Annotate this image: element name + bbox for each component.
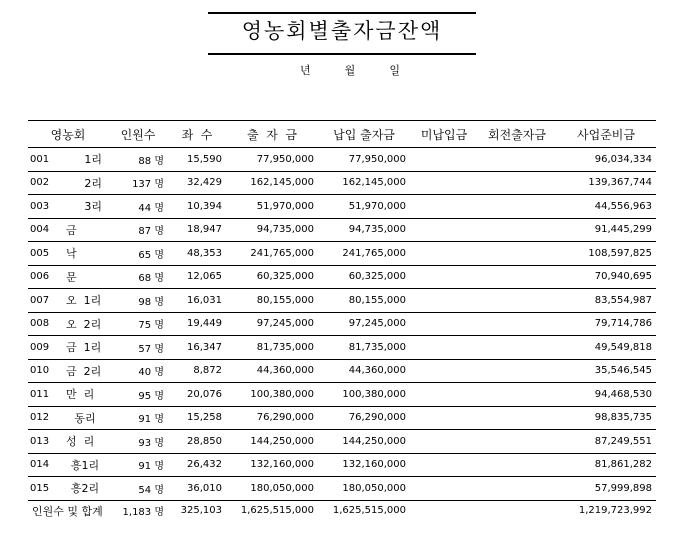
total-capital: 1,625,515,000 — [240, 505, 314, 516]
table-row — [28, 265, 656, 289]
page-title: 영농회별출자금잔액 — [241, 19, 443, 43]
row-capital: 81,735,000 — [226, 336, 318, 360]
row-association-name: 흥2리 — [62, 477, 108, 501]
row-units: 16,347 — [168, 336, 226, 360]
total-paid: 1,625,515,000 — [332, 505, 406, 516]
table-row — [28, 453, 656, 477]
table-row — [28, 430, 656, 454]
row-code: 014 — [28, 453, 62, 477]
table-row — [28, 148, 656, 172]
row-paid: 80,155,000 — [318, 289, 410, 313]
row-reserve: 83,554,987 — [556, 289, 656, 313]
row-unpaid — [410, 406, 478, 430]
row-unpaid — [410, 430, 478, 454]
row-association-name: 오 2리 — [62, 312, 108, 336]
row-members: 40 명 — [108, 359, 168, 383]
table-row — [28, 406, 656, 430]
row-units: 10,394 — [168, 195, 226, 219]
table-row — [28, 171, 656, 195]
row-paid: 162,145,000 — [318, 171, 410, 195]
row-rotation — [478, 359, 556, 383]
row-members: 95 명 — [108, 383, 168, 407]
header-rotation: 회전출자금 — [478, 121, 556, 148]
total-label: 인원수 및 합계 — [32, 504, 103, 518]
row-paid: 94,735,000 — [318, 218, 410, 242]
row-capital: 77,950,000 — [226, 148, 318, 172]
row-rotation — [478, 195, 556, 219]
row-capital: 94,735,000 — [226, 218, 318, 242]
row-unpaid — [410, 359, 478, 383]
table-row — [28, 218, 656, 242]
report-date — [300, 62, 400, 78]
header-association: 영농회 — [28, 121, 108, 148]
table-row — [28, 195, 656, 219]
row-units: 28,850 — [168, 430, 226, 454]
total-rotation — [478, 500, 556, 521]
row-units: 12,065 — [168, 265, 226, 289]
row-units: 36,010 — [168, 477, 226, 501]
balance-table — [28, 120, 656, 521]
row-capital: 97,245,000 — [226, 312, 318, 336]
row-units: 32,429 — [168, 171, 226, 195]
row-capital: 76,290,000 — [226, 406, 318, 430]
table-row — [28, 289, 656, 313]
header-unpaid: 미납입금 — [410, 121, 478, 148]
row-paid: 81,735,000 — [318, 336, 410, 360]
row-reserve: 91,445,299 — [556, 218, 656, 242]
row-association-name: 성 리 — [62, 430, 108, 454]
row-code: 003 — [28, 195, 62, 219]
row-association-name: 오 1리 — [62, 289, 108, 313]
row-code: 002 — [28, 171, 62, 195]
row-paid: 180,050,000 — [318, 477, 410, 501]
row-rotation — [478, 312, 556, 336]
row-reserve: 98,835,735 — [556, 406, 656, 430]
row-capital: 180,050,000 — [226, 477, 318, 501]
row-units: 15,258 — [168, 406, 226, 430]
row-capital: 241,765,000 — [226, 242, 318, 266]
row-association-name: 금 1리 — [62, 336, 108, 360]
row-reserve: 139,367,744 — [556, 171, 656, 195]
row-code: 006 — [28, 265, 62, 289]
row-reserve: 79,714,786 — [556, 312, 656, 336]
row-code: 001 — [28, 148, 62, 172]
row-rotation — [478, 289, 556, 313]
row-capital: 144,250,000 — [226, 430, 318, 454]
row-code: 010 — [28, 359, 62, 383]
row-capital: 100,380,000 — [226, 383, 318, 407]
row-paid: 44,360,000 — [318, 359, 410, 383]
row-association-name: 1리 — [62, 148, 108, 172]
header-units: 좌 수 — [168, 121, 226, 148]
row-rotation — [478, 265, 556, 289]
row-rotation — [478, 336, 556, 360]
row-association-name: 금 — [62, 218, 108, 242]
row-unpaid — [410, 265, 478, 289]
row-members: 44 명 — [108, 195, 168, 219]
table-row — [28, 383, 656, 407]
header-paid: 납입 출자금 — [318, 121, 410, 148]
row-paid: 100,380,000 — [318, 383, 410, 407]
row-unpaid — [410, 289, 478, 313]
row-members: 91 명 — [108, 406, 168, 430]
header-reserve: 사업준비금 — [556, 121, 656, 148]
row-paid: 97,245,000 — [318, 312, 410, 336]
row-paid: 51,970,000 — [318, 195, 410, 219]
row-unpaid — [410, 336, 478, 360]
row-reserve: 108,597,825 — [556, 242, 656, 266]
row-paid: 77,950,000 — [318, 148, 410, 172]
row-units: 8,872 — [168, 359, 226, 383]
row-unpaid — [410, 218, 478, 242]
row-paid: 241,765,000 — [318, 242, 410, 266]
total-row — [28, 500, 656, 521]
row-paid: 76,290,000 — [318, 406, 410, 430]
row-members: 75 명 — [108, 312, 168, 336]
row-code: 011 — [28, 383, 62, 407]
row-rotation — [478, 148, 556, 172]
row-association-name: 낙 — [62, 242, 108, 266]
row-reserve: 70,940,695 — [556, 265, 656, 289]
total-units: 325,103 — [180, 505, 222, 516]
row-unpaid — [410, 477, 478, 501]
row-rotation — [478, 477, 556, 501]
row-reserve: 44,556,963 — [556, 195, 656, 219]
table-row — [28, 359, 656, 383]
date-day-label: 일 — [389, 64, 400, 77]
row-capital: 60,325,000 — [226, 265, 318, 289]
row-capital: 44,360,000 — [226, 359, 318, 383]
row-code: 012 — [28, 406, 62, 430]
row-capital: 80,155,000 — [226, 289, 318, 313]
row-units: 16,031 — [168, 289, 226, 313]
row-capital: 51,970,000 — [226, 195, 318, 219]
row-association-name: 문 — [62, 265, 108, 289]
row-unpaid — [410, 148, 478, 172]
table-row — [28, 477, 656, 501]
row-units: 20,076 — [168, 383, 226, 407]
row-unpaid — [410, 195, 478, 219]
row-unpaid — [410, 171, 478, 195]
row-rotation — [478, 171, 556, 195]
row-members: 98 명 — [108, 289, 168, 313]
row-units: 26,432 — [168, 453, 226, 477]
row-members: 88 명 — [108, 148, 168, 172]
row-unpaid — [410, 312, 478, 336]
row-code: 015 — [28, 477, 62, 501]
row-reserve: 35,546,545 — [556, 359, 656, 383]
row-code: 009 — [28, 336, 62, 360]
row-members: 87 명 — [108, 218, 168, 242]
row-reserve: 49,549,818 — [556, 336, 656, 360]
total-unpaid — [410, 500, 478, 521]
row-rotation — [478, 242, 556, 266]
total-count: 1,183 명 — [122, 507, 164, 518]
row-members: 93 명 — [108, 430, 168, 454]
header-members: 인원수 — [108, 121, 168, 148]
row-capital: 132,160,000 — [226, 453, 318, 477]
table-row — [28, 242, 656, 266]
row-units: 18,947 — [168, 218, 226, 242]
row-rotation — [478, 218, 556, 242]
row-code: 007 — [28, 289, 62, 313]
row-capital: 162,145,000 — [226, 171, 318, 195]
row-paid: 60,325,000 — [318, 265, 410, 289]
table-row — [28, 336, 656, 360]
row-unpaid — [410, 242, 478, 266]
total-reserve: 1,219,723,992 — [578, 505, 652, 516]
row-association-name: 흥1리 — [62, 453, 108, 477]
title-bottom-rule — [208, 53, 476, 55]
row-code: 013 — [28, 430, 62, 454]
row-rotation — [478, 406, 556, 430]
row-members: 137 명 — [108, 171, 168, 195]
row-code: 004 — [28, 218, 62, 242]
row-members: 65 명 — [108, 242, 168, 266]
row-reserve: 96,034,334 — [556, 148, 656, 172]
title-block — [208, 12, 476, 55]
header-capital: 출 자 금 — [226, 121, 318, 148]
table-row — [28, 312, 656, 336]
row-paid: 132,160,000 — [318, 453, 410, 477]
row-association-name: 만 리 — [62, 383, 108, 407]
row-members: 91 명 — [108, 453, 168, 477]
row-paid: 144,250,000 — [318, 430, 410, 454]
row-members: 68 명 — [108, 265, 168, 289]
row-members: 57 명 — [108, 336, 168, 360]
row-units: 15,590 — [168, 148, 226, 172]
row-association-name: 2리 — [62, 171, 108, 195]
table-header-row — [28, 121, 656, 148]
row-rotation — [478, 430, 556, 454]
row-units: 48,353 — [168, 242, 226, 266]
row-reserve: 94,468,530 — [556, 383, 656, 407]
row-association-name: 동리 — [62, 406, 108, 430]
row-units: 19,449 — [168, 312, 226, 336]
row-rotation — [478, 453, 556, 477]
row-reserve: 87,249,551 — [556, 430, 656, 454]
row-code: 005 — [28, 242, 62, 266]
date-year-label: 년 — [300, 64, 311, 77]
row-association-name: 금 2리 — [62, 359, 108, 383]
row-unpaid — [410, 383, 478, 407]
row-reserve: 57,999,898 — [556, 477, 656, 501]
row-code: 008 — [28, 312, 62, 336]
row-unpaid — [410, 453, 478, 477]
row-reserve: 81,861,282 — [556, 453, 656, 477]
row-association-name: 3리 — [62, 195, 108, 219]
row-rotation — [478, 383, 556, 407]
date-month-label: 월 — [344, 64, 356, 77]
row-members: 54 명 — [108, 477, 168, 501]
